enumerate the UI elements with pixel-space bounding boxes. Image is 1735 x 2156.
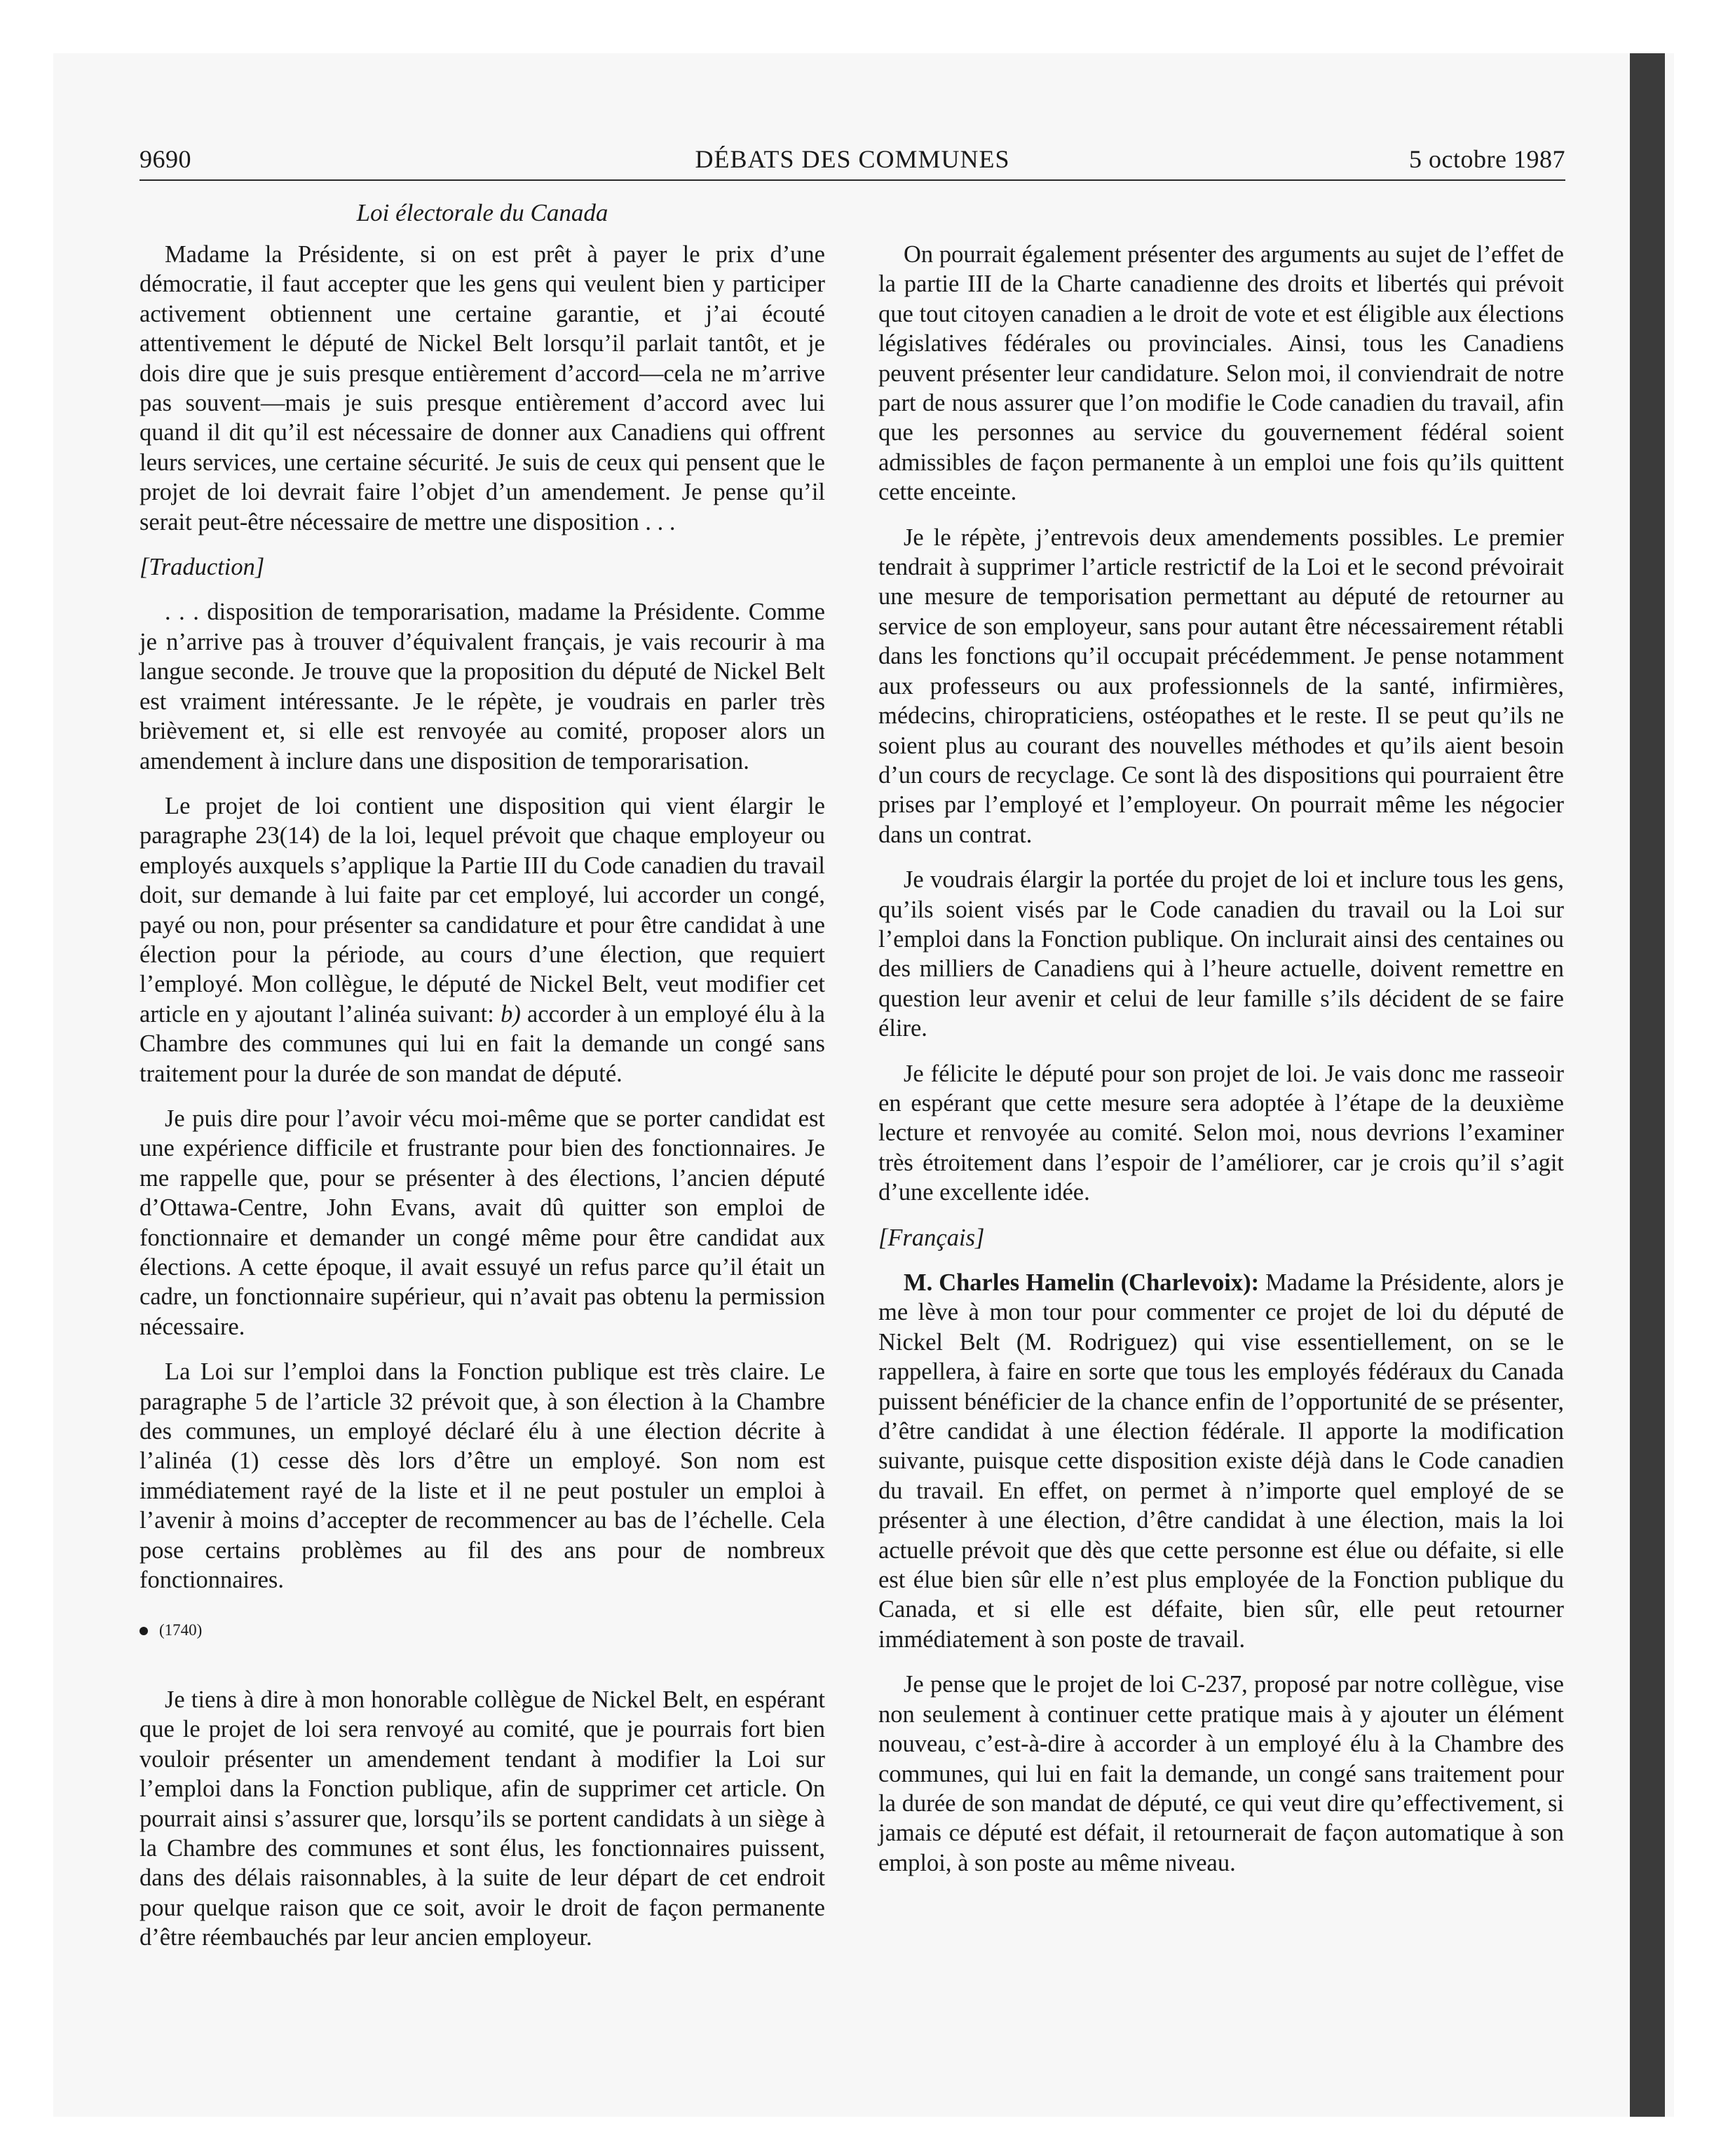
right-paragraph-5 xyxy=(878,1268,1564,1654)
right-column xyxy=(878,240,1564,1893)
publication-title: DÉBATS DES COMMUNES xyxy=(695,145,1010,173)
left-paragraph-3-italic: b) xyxy=(501,1000,521,1028)
right-paragraph-1: On pourrait également présenter des arguments au sujet de l’effet de la partie III de la Charte canadienne des droits et libertés qui prévoit que tout citoyen canadien a le droit de vote et est éligible aux élections législatives fédérales ou provinciales. Ainsi, tous les Canadiens peuvent présenter leur candidature. Selon moi, il conviendrait de notre part de nous assurer que l’on modifie le Code canadien du travail, afin que les personnes au service du gouvernement fédéral soient admissibles de façon permanente à un emploi une fois qu’ils quittent cette enceinte. xyxy=(878,241,1564,506)
time-stamp xyxy=(140,1616,825,1645)
right-paragraph-3: Je voudrais élargir la portée du projet de loi et inclure tous les gens, qu’ils soient visés par le Code canadien du travail ou la Loi sur l’emploi dans la Fonction publique. On inclurait ainsi des centaines ou des milliers de Canadiens qui à l’heure actuelle, doivent remettre en question leur avenir et celui de leur famille s’ils décident de se faire élire. xyxy=(878,866,1564,1042)
left-paragraph-3-part-a: Le projet de loi contient une disposition qui vient élargir le paragraphe 23(14) de la loi, lequel prévoit que chaque employeur ou employés auxquels s’applique la Partie III du Code canadien du travail doit, sur demande à lui faite par cet employé, lui accorder un congé, payé ou non, pour présenter sa candidature et pour être candidat à une élection pour la période, au cours d’une élection, que requiert l’employé. Mon collègue, le député de Nickel Belt, veut modifier cet article en y ajoutant l’alinéa suivant: xyxy=(140,792,825,1028)
page-number: 9690 xyxy=(140,145,191,173)
running-title: Loi électorale du Canada xyxy=(356,199,608,226)
traduction-label: [Traduction] xyxy=(140,554,265,581)
header-rule xyxy=(140,179,1565,181)
time-stamp-text: (1740) xyxy=(159,1621,203,1639)
left-column xyxy=(140,240,825,1968)
left-paragraph-3 xyxy=(140,791,825,1089)
left-paragraph-1: Madame la Présidente, si on est prêt à payer le prix d’une démocratie, il faut accepter que les gens qui veulent bien y participer activement obtiennent une certaine garantie, et j’ai écouté attentivement le député de Nickel Belt lorsqu’il parlait tantôt, et je dois dire que je suis presque entièrement d’accord—cela ne m’arrive pas souvent—mais je suis presque entièrement d’accord avec lui quand il dit qu’il est nécessaire de donner aux Canadiens qui offrent leurs services, une certaine sécurité. Je suis de ceux qui pensent que le projet de loi devrait faire l’objet d’un amendement. Je pense qu’il serait peut-être nécessaire de mettre une disposition . . . xyxy=(140,241,825,535)
left-paragraph-2: . . . disposition de temporarisation, madame la Présidente. Comme je n’arrive pas à trouver d’équivalent français, je vais recourir à ma langue seconde. Je trouve que la proposition du député de Nickel Belt est vraiment intéressante. Je le répète, je voudrais en parler très brièvement et, si elle est renvoyée au comité, proposer alors un amendement à inclure dans une disposition de temporarisation. xyxy=(140,599,825,775)
left-paragraph-3-part-c: accorder à un employé élu à la Chambre des communes qui lui en fait la demande un congé sans traitement pour la durée de son mandat de député. xyxy=(140,1000,825,1087)
left-paragraph-5: La Loi sur l’emploi dans la Fonction publique est très claire. Le paragraphe 5 de l’article 32 prévoit que, à son élection à la Chambre des communes, un employé déclaré élu à une élection décrite à l’alinéa (1) cesse dès lors d’être un employé. Son nom est immédiatement rayé de la liste et il ne peut postuler un emploi à l’avenir à moins d’accepter de recommencer au bas de l’échelle. Cela pose certains problèmes au fil des ans pour de nombreux fonctionnaires. xyxy=(140,1358,825,1594)
right-paragraph-6: Je pense que le projet de loi C-237, proposé par notre collègue, vise non seulement à continuer cette pratique mais à y ajouter un élément nouveau, c’est-à-dire à accorder à un employé élu à la Chambre des communes, qui lui en fait la demande, un congé sans traitement pour la durée de son mandat de député, ce qui veut dire qu’effectivement, si jamais ce député est défait, il retournerait de façon automatique à son emploi, à son poste au même niveau. xyxy=(878,1671,1564,1876)
speaker-speech: Madame la Présidente, alors je me lève à mon tour pour commenter ce projet de loi du député de Nickel Belt (M. Rodriguez) qui vise essentiellement, on se le rappellera, à faire en sorte que tous les employés fédéraux du Canada puissent bénéficier de la chance enfin de l’opportunité de se présenter, d’être candidat à une élection fédérale. Il apporte la modification suivante, puisque cette disposition existe déjà dans le Code canadien du travail. En effet, on permet à n’importe quel employé de se présenter à une élection, d’être candidat à une élection, mais la loi actuelle prévoit que dès que cette personne est élue ou défaite, si elle est élue bien sûr elle n’est plus employée de la Fonction publique du Canada, et si elle est défaite, bien sûr, elle peut retourner immédiatement à son poste de travail. xyxy=(878,1269,1564,1653)
page-header xyxy=(140,144,1565,184)
scan-edge-bar xyxy=(1630,53,1665,2117)
page-date: 5 octobre 1987 xyxy=(1409,145,1565,173)
left-paragraph-4: Je puis dire pour l’avoir vécu moi-même que se porter candidat est une expérience difficile et frustrante pour bien des fonctionnaires. Je me rappelle que, pour se présenter à des élections, l’ancien député d’Ottawa-Centre, John Evans, avait dû quitter son emploi de fonctionnaire et demander un congé même pour être candidat aux élections. A cette époque, il avait essuyé un refus parce qu’il était un cadre, un fonctionnaire supérieur, qui n’avait pas obtenu la permission nécessaire. xyxy=(140,1105,825,1340)
right-paragraph-2: Je le répète, j’entrevois deux amendements possibles. Le premier tendrait à supprimer l’article restrictif de la Loi et le second prévoirait une mesure de temporisation permettant au député de retourner au service de son employeur, sans pour autant être nécessairement rétabli dans les fonctions qu’il occupait précédemment. Je pense notamment aux professeurs ou aux professionnels de la santé, infirmières, médecins, chiropraticiens, ostéopathes et le reste. Il se peut qu’ils ne soient plus au courant des nouvelles méthodes et qu’ils aient besoin d’un cours de recyclage. Ce sont là des dispositions qui pourraient être prises par l’employé et l’employeur. On pourrait même les négocier dans un contrat. xyxy=(878,524,1564,848)
speaker-name: M. Charles Hamelin (Charlevoix): xyxy=(904,1269,1260,1296)
left-paragraph-6: Je tiens à dire à mon honorable collègue de Nickel Belt, en espérant que le projet de loi sera renvoyé au comité, que je pourrais fort bien vouloir présenter un amendement tendant à modifier la Loi sur l’emploi dans la Fonction publique, afin de supprimer cet article. On pourrait ainsi s’assurer que, lorsqu’ils se portent candidats à un siège à la Chambre des communes et sont élus, les fonctionnaires puissent, dans des délais raisonnables, à la suite de leur départ de cet endroit pour quelque raison que ce soit, avoir le droit de façon permanente d’être réembauchés par leur ancien employeur. xyxy=(140,1686,825,1951)
francais-label: [Français] xyxy=(878,1224,985,1251)
bullet-icon xyxy=(140,1627,148,1635)
right-paragraph-4: Je félicite le député pour son projet de loi. Je vais donc me rasseoir en espérant que cette mesure sera adoptée à l’étape de la deuxième lecture et renvoyée au comité. Selon moi, nous devrions l’examiner très étroitement dans l’espoir de l’améliorer, car je crois qu’il s’agit d’une excellente idée. xyxy=(878,1060,1564,1206)
